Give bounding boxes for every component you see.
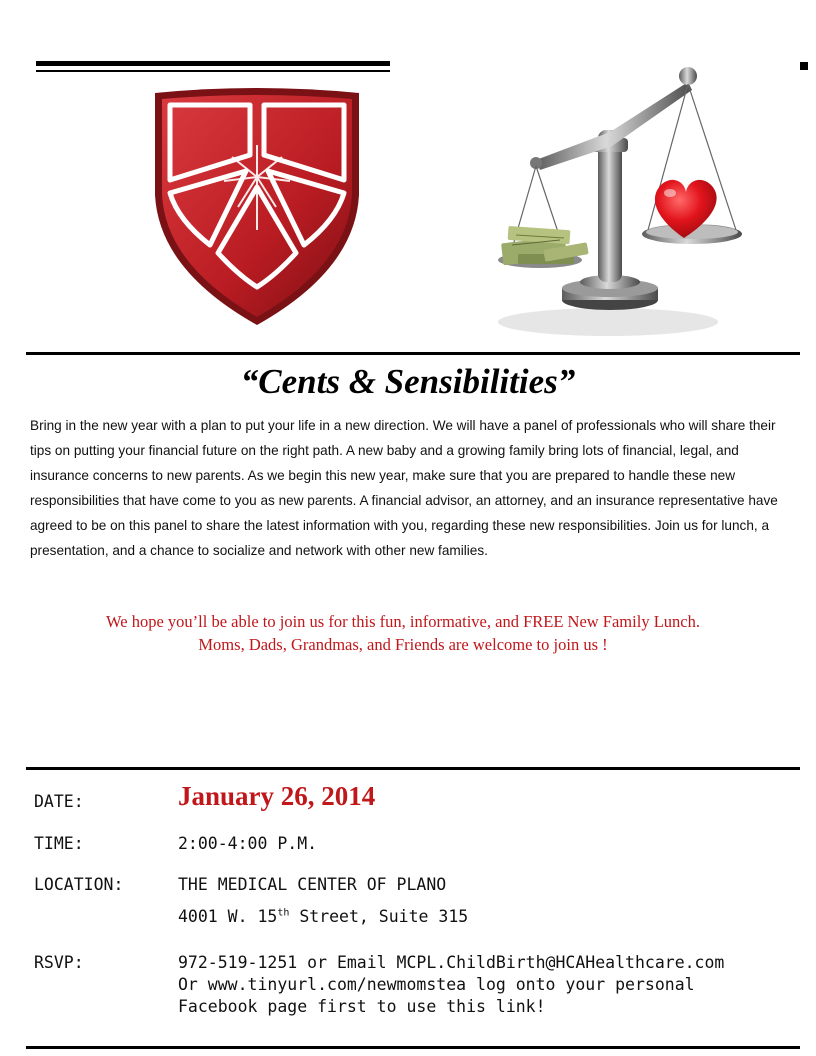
top-rule-thin: [36, 70, 390, 72]
shield-logo: [150, 85, 365, 330]
rsvp-line-3: Facebook page first to use this link!: [178, 997, 546, 1016]
location-address: [178, 907, 468, 926]
invite-line-2: Moms, Dads, Grandmas, and Friends are welcome to join us !: [198, 635, 608, 654]
address-part-1: 4001 W. 15: [178, 907, 278, 926]
event-title: “Cents & Sensibilities”: [240, 362, 576, 401]
address-ordinal: th: [277, 907, 290, 919]
section-rule-bottom: [26, 1046, 800, 1049]
top-rule-thick: [36, 61, 390, 66]
address-part-2: Street, Suite 315: [289, 907, 469, 926]
location-name: THE MEDICAL CENTER OF PLANO: [178, 875, 447, 894]
section-rule-details: [26, 767, 800, 770]
balance-scale-illustration: [488, 60, 753, 345]
event-description: Bring in the new year with a plan to put your life in a new direction. We will have a panel of professionals who will share their tips on putting your financial future on the right path. A new baby and a growing family bring lots of financial, legal, and insurance concerns to new parents. As we begin this new year, make sure that you are prepared to handle these new responsibilities that have come to you as new parents. A financial advisor, an attorney, and an insurance representative have agreed to be on this panel to share the latest information with you, regarding these new responsibilities. Join us for lunch, a presentation, and a chance to socialize and network with other new families.: [30, 418, 778, 558]
time-label: TIME:: [34, 834, 84, 853]
rsvp-label: RSVP:: [34, 953, 84, 972]
date-value: January 26, 2014: [178, 781, 376, 811]
date-label: DATE:: [34, 792, 84, 811]
location-label: LOCATION:: [34, 875, 124, 894]
rsvp-line-1: 972-519-1251 or Email MCPL.ChildBirth@HCAHealthcare.com: [178, 953, 725, 972]
rsvp-line-2: Or www.tinyurl.com/newmomstea log onto your personal: [178, 975, 695, 994]
invite-line-1: We hope you’ll be able to join us for this fun, informative, and FREE New Family Lunch.: [106, 612, 700, 631]
time-value: 2:00-4:00 P.M.: [178, 834, 318, 853]
top-right-mark: [800, 62, 808, 70]
section-rule-top: [26, 352, 800, 355]
